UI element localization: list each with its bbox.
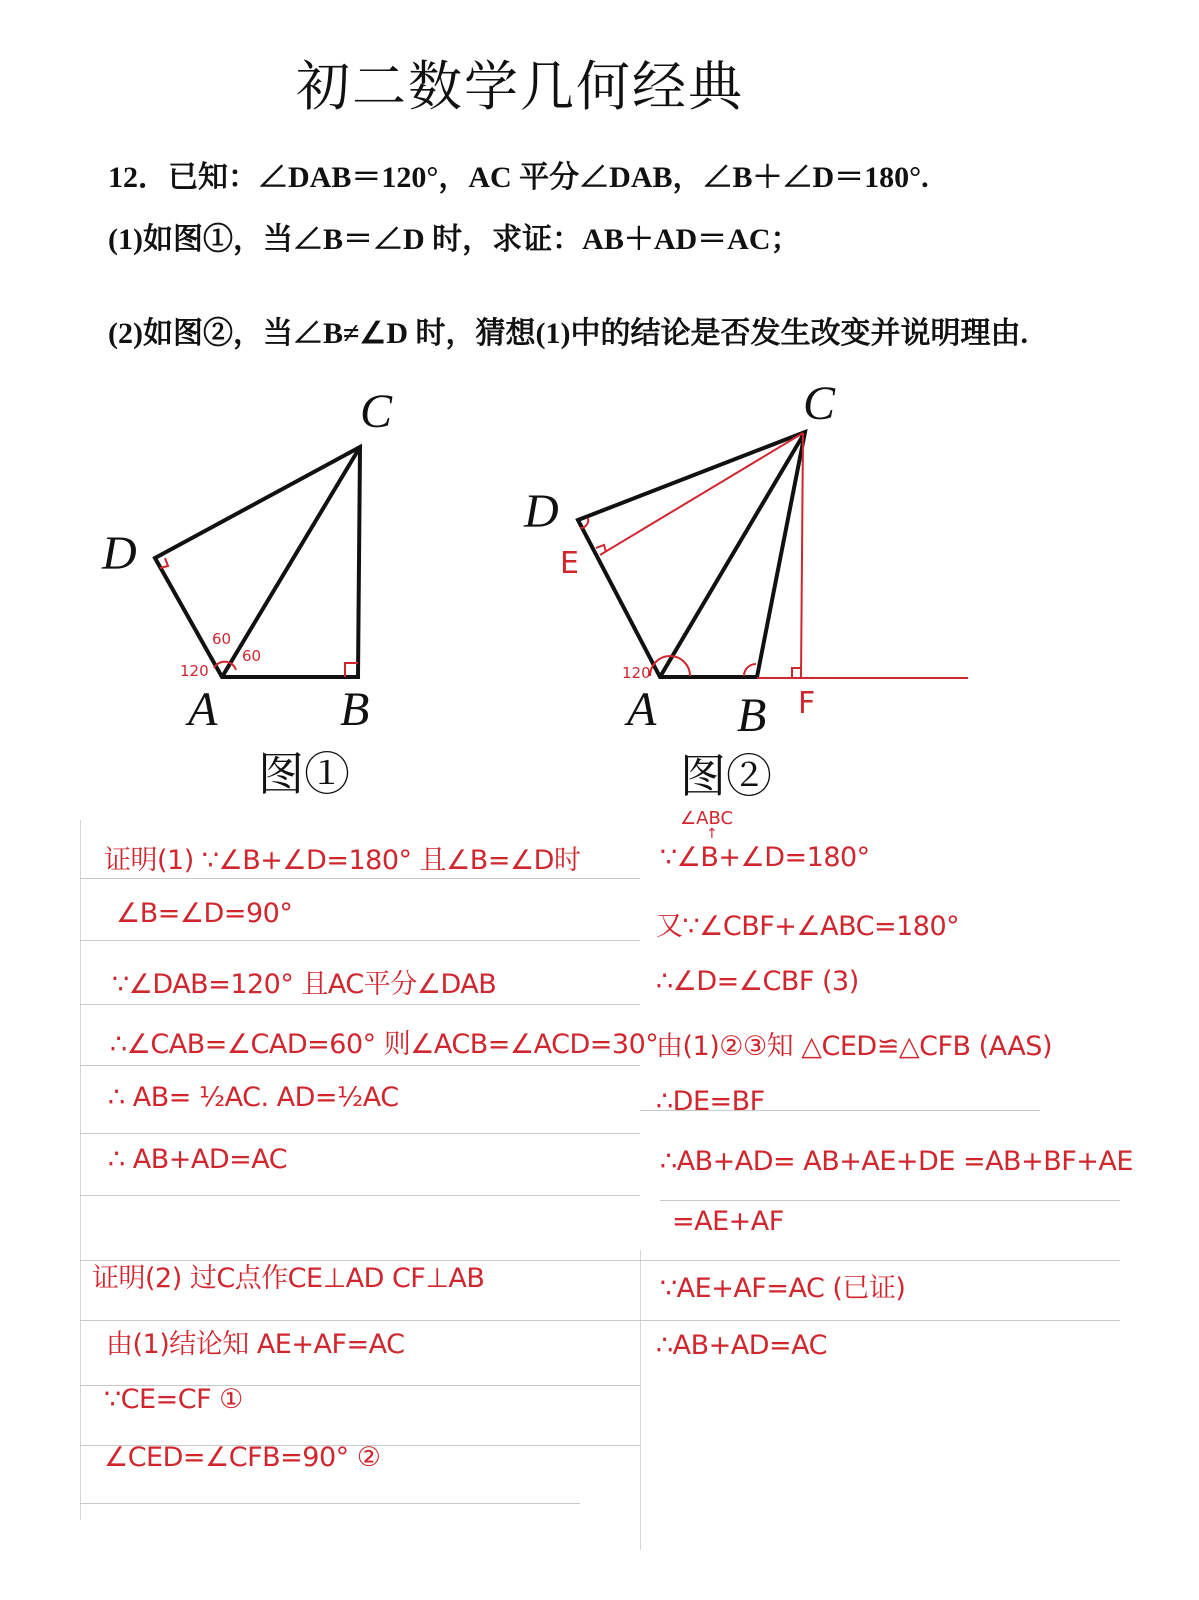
rule-line xyxy=(80,1195,640,1196)
proof2-right-line: =AE+AF xyxy=(672,1206,784,1237)
proof2-right-line: ∴∠D=∠CBF (3) xyxy=(656,966,859,997)
figure-2-construction xyxy=(580,433,968,678)
proof2-right-line: ∵∠B+∠D=180° xyxy=(660,842,870,873)
problem-statement: 12．已知：∠DAB＝120°，AC 平分∠DAB，∠B＋∠D＝180°. xyxy=(108,161,929,194)
figure-2-diagram xyxy=(578,432,805,677)
fig2-angle-120: 120 xyxy=(622,664,651,682)
figure-1-caption: 图① xyxy=(258,747,350,801)
proof1-line: ∠B=∠D=90° xyxy=(116,898,293,929)
fig1-angle-cab: 60 xyxy=(242,647,262,665)
fig1-label-a: A xyxy=(188,683,218,736)
proof2-left-line: ∠CED=∠CFB=90° ② xyxy=(104,1442,381,1473)
fig1-label-b: B xyxy=(340,683,370,736)
proof2-left-line: 由(1)结论知 AE+AF=AC xyxy=(106,1329,405,1360)
fig2-label-e: E xyxy=(560,546,579,581)
rule-line xyxy=(80,1320,1120,1321)
margin-line xyxy=(80,820,81,1520)
proof1-line: ∵∠DAB=120° 且AC平分∠DAB xyxy=(112,969,497,1000)
rule-line xyxy=(80,878,640,879)
rule-line xyxy=(80,1004,640,1005)
fig2-label-c: C xyxy=(803,377,836,430)
rule-line xyxy=(80,1133,640,1134)
fig1-label-d: D xyxy=(102,527,137,580)
proof2-right-line: 又∵∠CBF+∠ABC=180° xyxy=(656,911,960,942)
proof2-right-line: ∴AB+AD= AB+AE+DE =AB+BF+AE xyxy=(660,1146,1133,1177)
arrow-up-icon: ↑ xyxy=(706,826,718,842)
proof1-line: 证明(1) ∵∠B+∠D=180° 且∠B=∠D时 xyxy=(104,845,581,876)
problem-part-2: (2)如图②，当∠B≠∠D 时，猜想(1)中的结论是否发生改变并说明理由. xyxy=(108,317,1028,350)
fig2-label-d: D xyxy=(524,485,559,538)
fig1-label-c: C xyxy=(360,385,393,438)
fig2-label-f: F xyxy=(798,686,816,721)
proof1-line: ∴ AB= ½AC. AD=½AC xyxy=(108,1082,399,1113)
rule-line xyxy=(80,1503,580,1504)
proof2-left-line: ∵CE=CF ① xyxy=(104,1384,243,1415)
rule-line xyxy=(660,1200,1120,1201)
problem-part-1: (1)如图①，当∠B＝∠D 时，求证：AB＋AD＝AC； xyxy=(108,223,801,256)
proof1-line: ∴∠CAB=∠CAD=60° 则∠ACB=∠ACD=30° xyxy=(110,1029,659,1060)
rule-line xyxy=(80,940,640,941)
proof1-line: ∴ AB+AD=AC xyxy=(108,1144,288,1175)
fig1-angle-dac: 60 xyxy=(212,630,232,648)
proof2-right-line: ∴DE=BF xyxy=(656,1086,765,1117)
proof2-right-line: 由(1)②③知 △CED≌△CFB (AAS) xyxy=(656,1031,1052,1062)
proof2-right-line: ∴AB+AD=AC xyxy=(656,1330,828,1361)
proof2-left-line: 证明(2) 过C点作CE⊥AD CF⊥AB xyxy=(92,1263,485,1294)
proof2-note-abc: ∠ABC xyxy=(680,808,734,829)
page-title: 初二数学几何经典 xyxy=(296,55,744,118)
fig1-angle-120: 120 xyxy=(180,662,209,680)
rule-line xyxy=(80,1065,640,1066)
column-divider xyxy=(640,1250,641,1550)
proof2-right-line: ∵AE+AF=AC (已证) xyxy=(660,1273,906,1304)
fig2-label-b: B xyxy=(737,689,767,742)
figure-1-diagram xyxy=(155,447,360,677)
figure-2-caption: 图② xyxy=(680,749,772,803)
fig2-label-a: A xyxy=(627,683,657,736)
